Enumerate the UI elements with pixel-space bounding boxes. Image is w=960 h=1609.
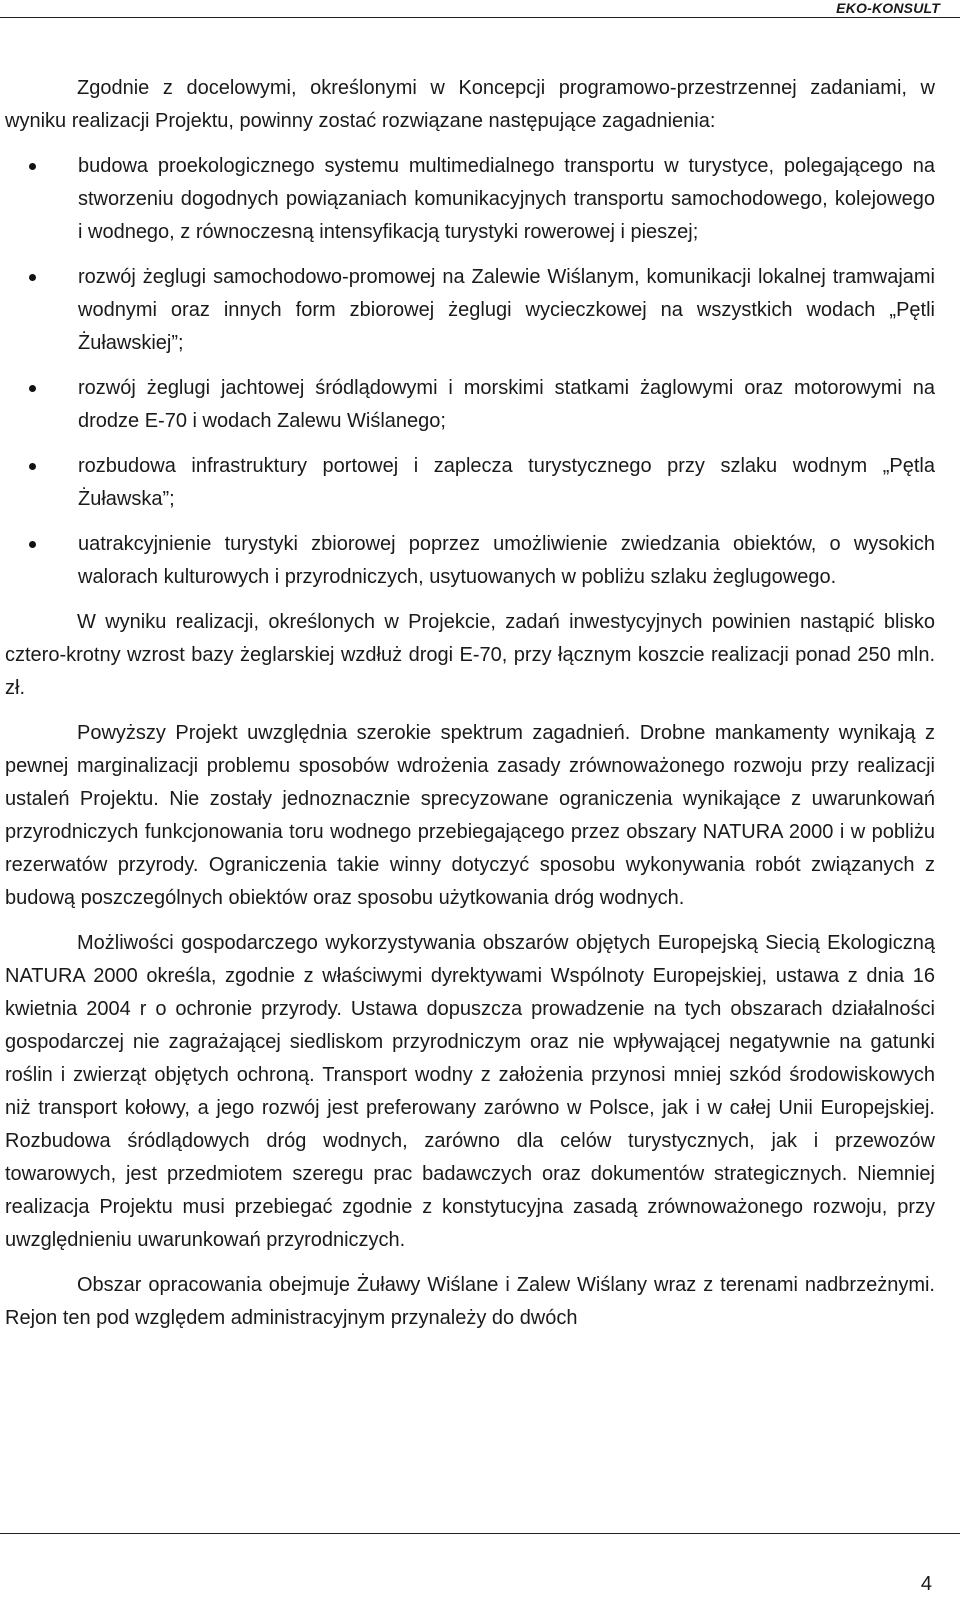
bullet-icon [29, 274, 36, 281]
bullet-icon [29, 163, 36, 170]
list-item [5, 528, 935, 594]
paragraph-natura: Możliwości gospodarczego wykorzystywania obszarów objętych Europejską Siecią Ekologiczną NATURA 2000 określa, zgodnie z właściwymi dyrektywami Wspólnoty Europejskiej, ustawa z dnia 16 kwietnia 2004 r o ochronie przyrody. Ustawa dopuszcza prowadzenie na tych obszarach działalności gospodarczej nie zagrażającej siedliskom przyrodniczym oraz nie wpływającej negatywnie na gatunki roślin i zwierząt objętych ochroną. Transport wodny z założenia przynosi mniej szkód środowiskowych niż transport kołowy, a jego rozwój jest preferowany zarówno w Polsce, jak i w całej Unii Europejskiej. Rozbudowa śródlądowych dróg wodnych, zarówno dla celów turystycznych, jak i przewozów towarowych, jest przedmiotem szeregu prac badawczych oraz dokumentów strategicznych. Niemniej realizacja Projektu musi przebiegać zgodnie z konstytucyjna zasadą zrównoważonego rozwoju, przy uwzględnieniu uwarunkowań przyrodniczych. [5, 932, 935, 1251]
list-item-text: uatrakcyjnienie turystyki zbiorowej poprzez umożliwienie zwiedzania obiektów, o wysokich walorach kulturowych i przyrodniczych, usytuowanych w pobliżu szlaku żeglugowego. [78, 533, 935, 588]
list-item-text: rozwój żeglugi jachtowej śródlądowymi i morskimi statkami żaglowymi oraz motorowymi na drodze E-70 i wodach Zalewu Wiślanego; [78, 377, 935, 432]
header-title: EKO-KONSULT [836, 0, 940, 16]
document-body [5, 72, 935, 1335]
bullet-icon [29, 541, 36, 548]
list-item [5, 372, 935, 438]
page-number: 4 [920, 1573, 932, 1595]
paragraph-investment: W wyniku realizacji, określonych w Projekcie, zadań inwestycyjnych powinien nastąpić blisko cztero-krotny wzrost bazy żeglarskiej wzdłuż drogi E-70, przy łącznym koszcie realizacji ponad 250 mln. zł. [5, 611, 935, 699]
list-item-text: rozwój żeglugi samochodowo-promowej na Zalewie Wiślanym, komunikacji lokalnej tramwajami wodnymi oraz innych form zbiorowej żeglugi wycieczkowej na wszystkich wodach „Pętli Żuławskiej”; [78, 266, 935, 354]
paragraph-assessment: Powyższy Projekt uwzględnia szerokie spektrum zagadnień. Drobne mankamenty wynikają z pewnej marginalizacji problemu sposobów wdrożenia zasady zrównoważonego rozwoju przy realizacji ustaleń Projektu. Nie zostały jednoznacznie sprecyzowane ograniczenia wynikające z uwarunkowań przyrodniczych funkcjonowania toru wodnego przebiegającego przez obszary NATURA 2000 i w pobliżu rezerwatów przyrody. Ograniczenia takie winny dotyczyć sposobu wykonywania robót związanych z budową poszczególnych obiektów oraz sposobu użytkowania dróg wodnych. [5, 722, 935, 909]
page-header [0, 0, 960, 18]
bullet-icon [29, 463, 36, 470]
paragraph-area: Obszar opracowania obejmuje Żuławy Wiślane i Zalew Wiślany wraz z terenami nadbrzeżnymi. Rejon ten pod względem administracyjnym przynależy do dwóch [5, 1274, 935, 1329]
footer-divider [0, 1533, 960, 1534]
list-item [5, 450, 935, 516]
intro-paragraph: Zgodnie z docelowymi, określonymi w Koncepcji programowo-przestrzennej zadaniami, w wyniku realizacji Projektu, powinny zostać rozwiązane następujące zagadnienia: [5, 77, 935, 132]
list-item [5, 150, 935, 249]
list-item [5, 261, 935, 360]
bullet-icon [29, 385, 36, 392]
list-item-text: budowa proekologicznego systemu multimedialnego transportu w turystyce, polegającego na stworzeniu dogodnych powiązaniach komunikacyjnych transportu samochodowego, kolejowego i wodnego, z równoczesną intensyfikacją turystyki rowerowej i pieszej; [78, 155, 935, 243]
list-item-text: rozbudowa infrastruktury portowej i zaplecza turystycznego przy szlaku wodnym „Pętla Żuławska”; [78, 455, 935, 510]
bullet-list [5, 150, 935, 594]
